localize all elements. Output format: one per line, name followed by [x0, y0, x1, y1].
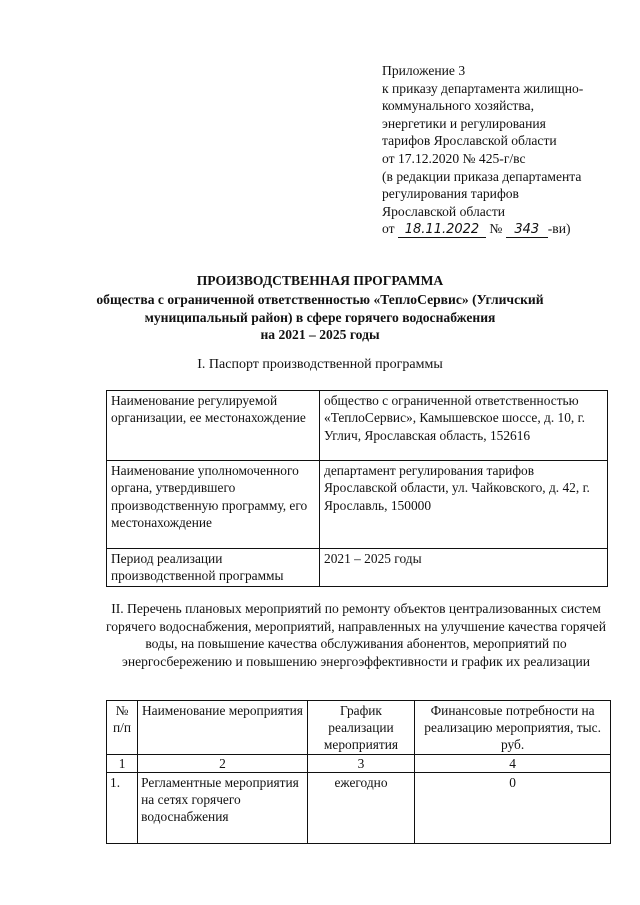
passport-value: департамент регулирования тарифов Ярославской области, ул. Чайковского, д. 42, г. Ярославль, 150000 [320, 461, 608, 549]
appendix-line: Приложение 3 [382, 63, 466, 78]
column-number: 4 [415, 755, 611, 773]
appendix-line: энергетики и регулирования [382, 115, 546, 131]
table-header-row [107, 701, 611, 755]
column-number: 3 [307, 755, 414, 773]
appendix-block [382, 62, 632, 238]
appendix-line: регулирования тарифов [382, 186, 519, 202]
column-number: 1 [107, 755, 138, 773]
events-table [106, 700, 611, 844]
document-title: ПРОИЗВОДСТВЕННАЯ ПРОГРАММА [196, 273, 444, 288]
title-line-2: муниципальный район) в сфере горячего водоснабжения [144, 310, 496, 325]
event-num: 1. [107, 773, 138, 844]
appendix-line: коммунального хозяйства, [382, 98, 534, 114]
passport-label: Наименование уполномоченного органа, утвердившего производственную программу, его местонахождение [107, 461, 320, 549]
title-line-1: общества с ограниченной ответственностью «ТеплоСервис» (Угличский [96, 292, 544, 307]
appendix-line: (в редакции приказа департамента [382, 168, 582, 184]
table-row [107, 391, 608, 461]
appendix-last-line [382, 220, 632, 238]
appendix-prefix: от [382, 221, 395, 237]
column-number: 2 [138, 755, 308, 773]
appendix-line: тарифов Ярославской области [382, 133, 557, 149]
handwritten-number: 343 [506, 223, 548, 238]
passport-label: Наименование регулируемой организации, ее местонахождение [107, 391, 320, 461]
appendix-line: Ярославской области [382, 203, 506, 219]
header-schedule: График реализации мероприятия [307, 701, 414, 755]
header-num: № п/п [107, 701, 138, 755]
event-cost: 0 [415, 773, 611, 844]
table-row [107, 461, 608, 549]
passport-value: общество с ограниченной ответственностью «ТеплоСервис», Камышевское шоссе, д. 10, г. Углич, Ярославская область, 152616 [320, 391, 608, 461]
title-line-3: на 2021 – 2025 годы [260, 327, 380, 342]
header-name: Наименование мероприятия [138, 701, 308, 755]
event-name: Регламентные мероприятия на сетях горячего водоснабжения [138, 773, 308, 844]
section-1-heading: I. Паспорт производственной программы [197, 357, 443, 372]
section-2-heading: II. Перечень плановых мероприятий по ремонту объектов централизованных систем горячего водоснабжения, мероприятий, направленных на улучшение качества горячей воды, на повышение качества обслуживания абонентов, мероприятий по энергосбережению и повышению энергоэффективности и график их реализации [106, 601, 606, 669]
appendix-line: к приказу департамента жилищно- [382, 80, 584, 96]
column-number-row [107, 755, 611, 773]
appendix-line: от 17.12.2020 № 425-г/вс [382, 150, 526, 166]
event-schedule: ежегодно [307, 773, 414, 844]
passport-value: 2021 – 2025 годы [320, 549, 608, 587]
passport-label: Период реализации производственной программы [107, 549, 320, 587]
passport-table [106, 390, 608, 587]
table-row [107, 549, 608, 587]
header-cost: Финансовые потребности на реализацию мероприятия, тыс. руб. [415, 701, 611, 755]
handwritten-date: 18.11.2022 [398, 223, 486, 238]
number-sign: № [489, 221, 503, 237]
appendix-suffix: -ви) [547, 221, 571, 237]
table-row [107, 773, 611, 844]
